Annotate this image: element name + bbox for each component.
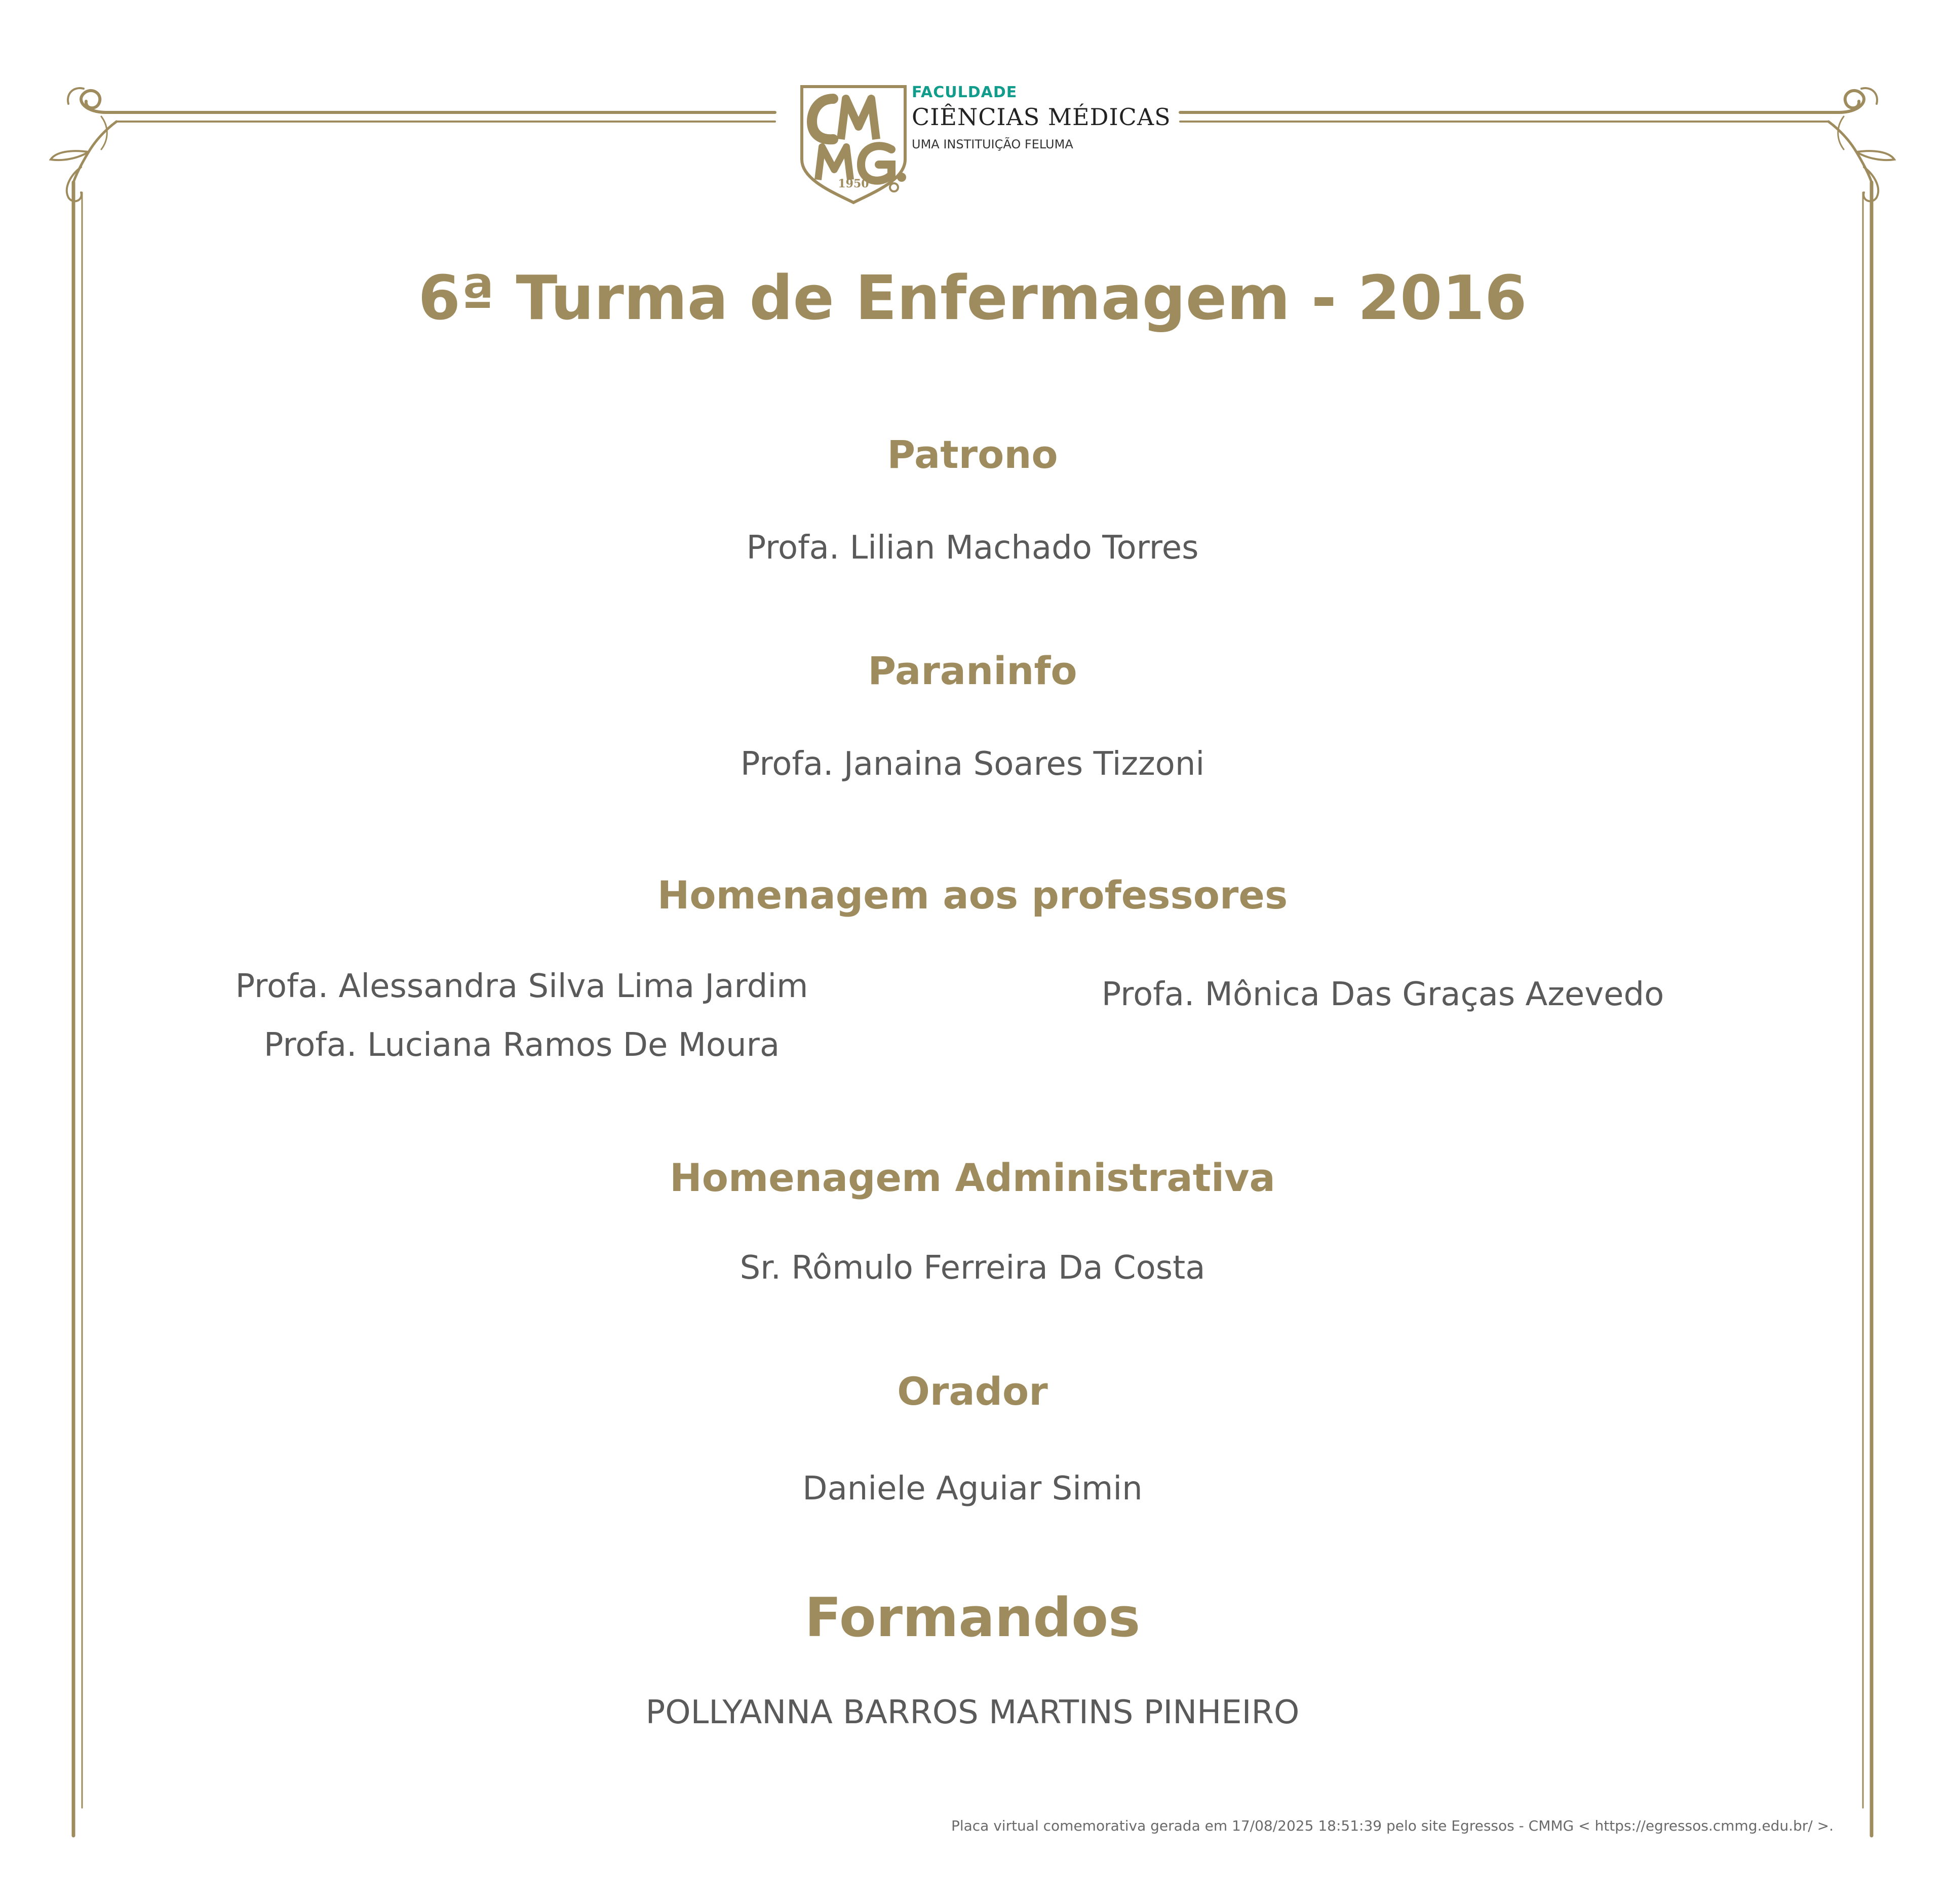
orador-name: Daniele Aguiar Simin	[802, 1470, 1143, 1508]
patrono-heading: Patrono	[887, 432, 1058, 477]
homenagem-administrativa-name: Sr. Rômulo Ferreira Da Costa	[740, 1249, 1205, 1287]
homenagem-administrativa-heading: Homenagem Administrativa	[670, 1155, 1275, 1200]
cmmg-crest-icon	[798, 84, 909, 205]
page-title: 6ª Turma de Enfermagem - 2016	[418, 263, 1527, 334]
paraninfo-name: Profa. Janaina Soares Tizzoni	[740, 745, 1205, 783]
footer-note: Placa virtual comemorativa gerada em 17/08/2025 18:51:39 pelo site Egressos - CMMG < https://egressos.cmmg.edu.br/ >.	[951, 1817, 1834, 1834]
logo-faculdade: FACULDADE	[912, 84, 1018, 101]
formandos-heading: Formandos	[804, 1586, 1141, 1649]
paraninfo-heading: Paraninfo	[868, 648, 1077, 693]
professor-left-1: Profa. Alessandra Silva Lima Jardim	[235, 968, 808, 1005]
orador-heading: Orador	[897, 1369, 1048, 1414]
patrono-name: Profa. Lilian Machado Torres	[746, 529, 1199, 567]
logo-year: 1950	[838, 177, 869, 190]
homenagem-professores-heading: Homenagem aos professores	[657, 872, 1288, 918]
cmmg-logo	[798, 84, 1171, 208]
formando-name: POLLYANNA BARROS MARTINS PINHEIRO	[645, 1694, 1300, 1731]
logo-instituicao: UMA INSTITUIÇÃO FELUMA	[912, 137, 1073, 151]
logo-ciencias-medicas: CIÊNCIAS MÉDICAS	[912, 103, 1171, 131]
professor-right-1: Profa. Mônica Das Graças Azevedo	[1101, 976, 1664, 1013]
professor-left-2: Profa. Luciana Ramos De Moura	[263, 1026, 780, 1064]
